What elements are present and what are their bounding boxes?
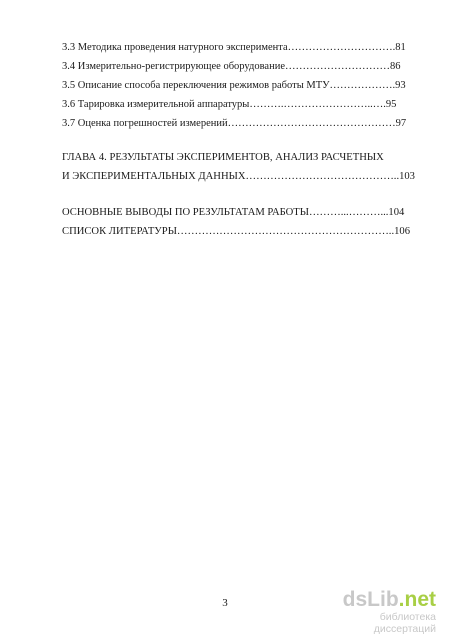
watermark-logo-main: dsLib xyxy=(342,588,399,611)
toc-item-3-4: 3.4 Измерительно-регистрирующее оборудование…………………………86 xyxy=(62,61,401,72)
toc-item-3-5: 3.5 Описание способа переключения режимов работы МТУ……………….93 xyxy=(62,80,406,91)
toc-chapter-4-title-continued: И ЭКСПЕРИМЕНТАЛЬНЫХ ДАННЫХ……………………………………..103 xyxy=(62,171,415,182)
watermark-logo xyxy=(326,589,436,611)
toc-conclusions: ОСНОВНЫЕ ВЫВОДЫ ПО РЕЗУЛЬТАТАМ РАБОТЫ………...………...104 xyxy=(62,207,405,218)
watermark-tagline: библиотека диссертаций xyxy=(373,611,436,635)
page-number: 3 xyxy=(222,597,228,609)
toc-chapter-4-title: ГЛАВА 4. РЕЗУЛЬТАТЫ ЭКСПЕРИМЕНТОВ, АНАЛИЗ РАСЧЕТНЫХ xyxy=(62,152,384,163)
watermark xyxy=(326,589,436,635)
watermark-logo-suffix: .net xyxy=(398,588,436,611)
toc-item-3-7: 3.7 Оценка погрешностей измерений…………………………………………97 xyxy=(62,118,407,129)
toc-item-3-3: 3.3 Методика проведения натурного эксперимента………………………….81 xyxy=(62,42,406,53)
toc-item-3-6: 3.6 Тарировка измерительной аппаратуры……….……………………..….95 xyxy=(62,99,397,110)
toc-references: СПИСОК ЛИТЕРАТУРЫ……………………………………………………..106 xyxy=(62,226,410,237)
